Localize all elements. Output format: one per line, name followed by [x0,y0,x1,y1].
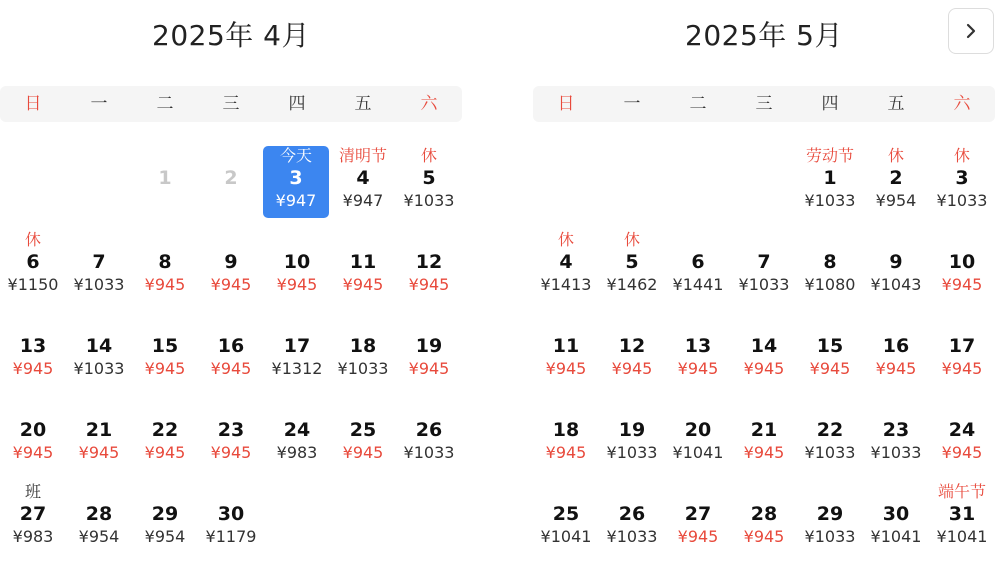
day-tag [264,230,330,250]
day-tag [797,230,863,250]
day-price: ¥945 [144,359,186,378]
day-tag [665,314,731,334]
day-price: ¥1033 [403,191,455,210]
day-tag [66,314,132,334]
day-cell[interactable] [66,314,132,386]
calendar-month-may [533,0,995,572]
day-cell-today[interactable] [263,146,329,218]
day-tag [929,230,995,250]
day-price: ¥1033 [738,275,790,294]
day-tag: 清明节 [338,146,387,165]
day-tag [797,482,863,502]
day-cell[interactable] [929,230,995,302]
day-number: 6 [691,251,705,273]
day-cell[interactable] [929,314,995,386]
day-cell[interactable] [132,314,198,386]
day-cell[interactable] [665,230,731,302]
day-number: 4 [559,251,573,273]
day-cell [132,146,198,218]
day-price: ¥1033 [804,443,856,462]
day-tag [863,230,929,250]
day-price: ¥1441 [672,275,724,294]
day-cell[interactable] [0,314,66,386]
day-number: 15 [151,335,179,357]
day-number: 1 [158,167,172,189]
day-tag [198,230,264,250]
day-cell[interactable] [66,230,132,302]
day-tag [533,482,599,502]
day-number: 28 [85,503,113,525]
day-price: ¥945 [611,359,653,378]
day-price: ¥1033 [606,527,658,546]
day-price: ¥1462 [606,275,658,294]
day-cell[interactable] [863,146,929,218]
day-number: 17 [948,335,976,357]
day-tag [533,398,599,418]
day-tag [396,398,462,418]
day-cell[interactable] [731,314,797,386]
day-price: ¥1080 [804,275,856,294]
day-cell[interactable] [330,230,396,302]
day-tag [330,314,396,334]
day-tag [66,230,132,250]
day-tag [66,482,132,502]
day-cell[interactable] [264,398,330,470]
day-cell[interactable] [0,230,66,302]
day-number: 18 [349,335,377,357]
day-price: ¥1413 [540,275,592,294]
day-number: 30 [882,503,910,525]
day-price: ¥1033 [936,191,988,210]
day-number: 10 [948,251,976,273]
day-tag: 休 [623,230,640,249]
day-tag [863,314,929,334]
day-number: 7 [92,251,106,273]
day-number: 6 [26,251,40,273]
day-cell[interactable] [599,398,665,470]
day-tag [198,398,264,418]
day-number: 19 [415,335,443,357]
weekday-sun: 日 [24,94,42,114]
day-cell[interactable] [929,482,995,554]
day-cell[interactable] [797,230,863,302]
day-cell[interactable] [396,398,462,470]
day-number: 31 [948,503,976,525]
day-cell[interactable] [396,314,462,386]
day-tag: 端午节 [937,482,986,501]
day-cell[interactable] [731,398,797,470]
day-tag [132,230,198,250]
day-tag [731,314,797,334]
day-price: ¥945 [210,359,252,378]
day-tag [533,314,599,334]
day-number: 10 [283,251,311,273]
day-cell[interactable] [198,314,264,386]
day-number: 13 [19,335,47,357]
day-tag [264,398,330,418]
day-tag [198,314,264,334]
day-price: ¥1312 [271,359,323,378]
day-cell[interactable] [929,146,995,218]
day-cell[interactable] [0,398,66,470]
day-number: 20 [684,419,712,441]
day-price: ¥1033 [606,443,658,462]
day-cell[interactable] [66,398,132,470]
day-cell[interactable] [66,482,132,554]
day-price: ¥945 [677,527,719,546]
day-price: ¥945 [743,527,785,546]
day-number: 11 [349,251,377,273]
day-cell[interactable] [533,482,599,554]
day-tag [396,230,462,250]
day-number: 4 [356,167,370,189]
day-price: ¥1150 [7,275,59,294]
day-number: 14 [85,335,113,357]
day-cell[interactable] [198,398,264,470]
day-number: 28 [750,503,778,525]
day-number: 23 [217,419,245,441]
day-number: 25 [349,419,377,441]
day-price: ¥947 [275,191,317,210]
day-cell[interactable] [599,230,665,302]
day-number: 27 [684,503,712,525]
day-price: ¥1041 [540,527,592,546]
month-title: 2025年 5月 [685,19,843,52]
day-price: ¥1041 [672,443,724,462]
day-price: ¥1033 [73,359,125,378]
day-number: 18 [552,419,580,441]
day-price: ¥945 [78,443,120,462]
day-tag: 休 [557,230,574,249]
day-number: 29 [151,503,179,525]
day-price: ¥1033 [870,443,922,462]
chevron-right-icon [962,22,980,40]
day-tag [599,482,665,502]
day-price: ¥1033 [403,443,455,462]
day-number: 30 [217,503,245,525]
day-cell[interactable] [665,482,731,554]
day-price: ¥945 [743,359,785,378]
day-number: 12 [415,251,443,273]
day-price: ¥945 [210,275,252,294]
day-price: ¥945 [875,359,917,378]
day-price: ¥945 [941,359,983,378]
day-number: 21 [750,419,778,441]
weekday-header [533,86,995,122]
day-cell[interactable] [330,314,396,386]
next-month-button[interactable] [948,8,994,54]
day-tag [330,398,396,418]
weekday-thu: 四 [288,94,306,114]
day-number: 1 [823,167,837,189]
day-tag: 劳动节 [805,146,854,165]
day-cell[interactable] [132,398,198,470]
day-number: 26 [618,503,646,525]
day-number: 23 [882,419,910,441]
day-price: ¥1043 [870,275,922,294]
day-number: 14 [750,335,778,357]
day-price: ¥983 [276,443,318,462]
day-number: 24 [283,419,311,441]
day-price: ¥1033 [804,191,856,210]
day-number: 3 [289,167,303,189]
day-price: ¥954 [875,191,917,210]
day-price: ¥954 [78,527,120,546]
day-number: 9 [224,251,238,273]
day-price: ¥1179 [205,527,257,546]
day-tag: 休 [420,146,437,165]
weekday-header [0,86,462,122]
day-cell[interactable] [797,314,863,386]
day-cell[interactable] [863,398,929,470]
day-cell[interactable] [929,398,995,470]
calendar-month-april [0,0,462,572]
day-tag [132,314,198,334]
day-number: 22 [816,419,844,441]
day-tag [132,146,198,166]
day-cell[interactable] [731,230,797,302]
day-cell[interactable] [264,230,330,302]
day-cell[interactable] [264,314,330,386]
day-number: 22 [151,419,179,441]
day-cell[interactable] [665,398,731,470]
day-number: 5 [625,251,639,273]
day-number: 5 [422,167,436,189]
day-tag [665,482,731,502]
day-price: ¥945 [941,443,983,462]
day-tag [731,230,797,250]
day-number: 2 [224,167,238,189]
day-cell[interactable] [599,314,665,386]
day-price [132,190,198,212]
day-number: 11 [552,335,580,357]
day-tag [0,314,66,334]
day-cell [198,146,264,218]
day-number: 25 [552,503,580,525]
day-price: ¥945 [408,275,450,294]
day-tag [863,398,929,418]
day-tag [665,398,731,418]
day-price [198,190,264,212]
day-price: ¥945 [210,443,252,462]
day-price: ¥1033 [337,359,389,378]
day-tag [132,398,198,418]
day-cell[interactable] [797,146,863,218]
day-number: 17 [283,335,311,357]
day-price: ¥1041 [936,527,988,546]
day-cell[interactable] [797,482,863,554]
day-cell[interactable] [198,230,264,302]
day-tag [0,398,66,418]
day-cell[interactable] [0,482,66,554]
day-tag [396,314,462,334]
day-cell[interactable] [198,482,264,554]
day-price: ¥945 [144,443,186,462]
day-price: ¥945 [809,359,851,378]
weekday-fri: 五 [354,94,372,114]
weekday-sat: 六 [953,94,971,114]
day-number: 2 [889,167,903,189]
weekday-wed: 三 [222,94,240,114]
day-tag [929,314,995,334]
day-price: ¥945 [545,443,587,462]
weekday-mon: 一 [623,94,641,114]
weekday-sun: 日 [557,94,575,114]
day-price: ¥945 [941,275,983,294]
day-price: ¥945 [677,359,719,378]
day-price: ¥947 [342,191,384,210]
day-price: ¥945 [342,275,384,294]
day-tag [132,482,198,502]
day-cell[interactable] [797,398,863,470]
day-tag [929,398,995,418]
day-cell[interactable] [330,398,396,470]
day-tag [797,398,863,418]
day-cell[interactable] [731,482,797,554]
day-cell[interactable] [533,314,599,386]
day-price: ¥945 [12,443,54,462]
day-tag [665,230,731,250]
day-number: 20 [19,419,47,441]
day-price: ¥945 [144,275,186,294]
day-tag: 班 [24,482,41,501]
day-number: 15 [816,335,844,357]
day-number: 19 [618,419,646,441]
day-number: 29 [816,503,844,525]
day-tag [731,482,797,502]
day-price: ¥983 [12,527,54,546]
day-cell[interactable] [665,314,731,386]
day-tag [66,398,132,418]
day-tag: 今天 [279,146,312,165]
day-number: 26 [415,419,443,441]
day-price: ¥945 [545,359,587,378]
day-number: 16 [217,335,245,357]
day-cell[interactable] [396,230,462,302]
weekday-sat: 六 [420,94,438,114]
day-tag [731,398,797,418]
weekday-wed: 三 [755,94,773,114]
month-title: 2025年 4月 [152,19,310,52]
weekday-mon: 一 [90,94,108,114]
day-price: ¥1041 [870,527,922,546]
day-price: ¥1033 [73,275,125,294]
day-cell[interactable] [863,482,929,554]
weekday-tue: 二 [156,94,174,114]
day-price: ¥945 [743,443,785,462]
day-price: ¥945 [408,359,450,378]
day-tag [264,314,330,334]
day-tag [198,146,264,166]
day-tag [330,230,396,250]
day-cell[interactable] [863,314,929,386]
day-cell[interactable] [330,146,396,218]
day-tag [599,398,665,418]
day-cell[interactable] [132,482,198,554]
day-tag [198,482,264,502]
day-tag: 休 [953,146,970,165]
day-number: 13 [684,335,712,357]
day-price: ¥945 [12,359,54,378]
weekday-fri: 五 [887,94,905,114]
day-price: ¥1033 [804,527,856,546]
weekday-thu: 四 [821,94,839,114]
day-number: 12 [618,335,646,357]
day-price: ¥954 [144,527,186,546]
day-price: ¥945 [342,443,384,462]
day-number: 24 [948,419,976,441]
day-number: 3 [955,167,969,189]
day-tag [599,314,665,334]
day-number: 16 [882,335,910,357]
day-cell[interactable] [599,482,665,554]
day-number: 8 [158,251,172,273]
weekday-tue: 二 [689,94,707,114]
day-cell[interactable] [533,398,599,470]
day-tag: 休 [887,146,904,165]
day-cell[interactable] [396,146,462,218]
day-number: 7 [757,251,771,273]
day-tag: 休 [24,230,41,249]
day-cell[interactable] [863,230,929,302]
day-number: 21 [85,419,113,441]
day-cell[interactable] [132,230,198,302]
day-number: 8 [823,251,837,273]
day-number: 27 [19,503,47,525]
day-price: ¥945 [276,275,318,294]
day-cell[interactable] [533,230,599,302]
day-tag [797,314,863,334]
day-number: 9 [889,251,903,273]
day-tag [863,482,929,502]
